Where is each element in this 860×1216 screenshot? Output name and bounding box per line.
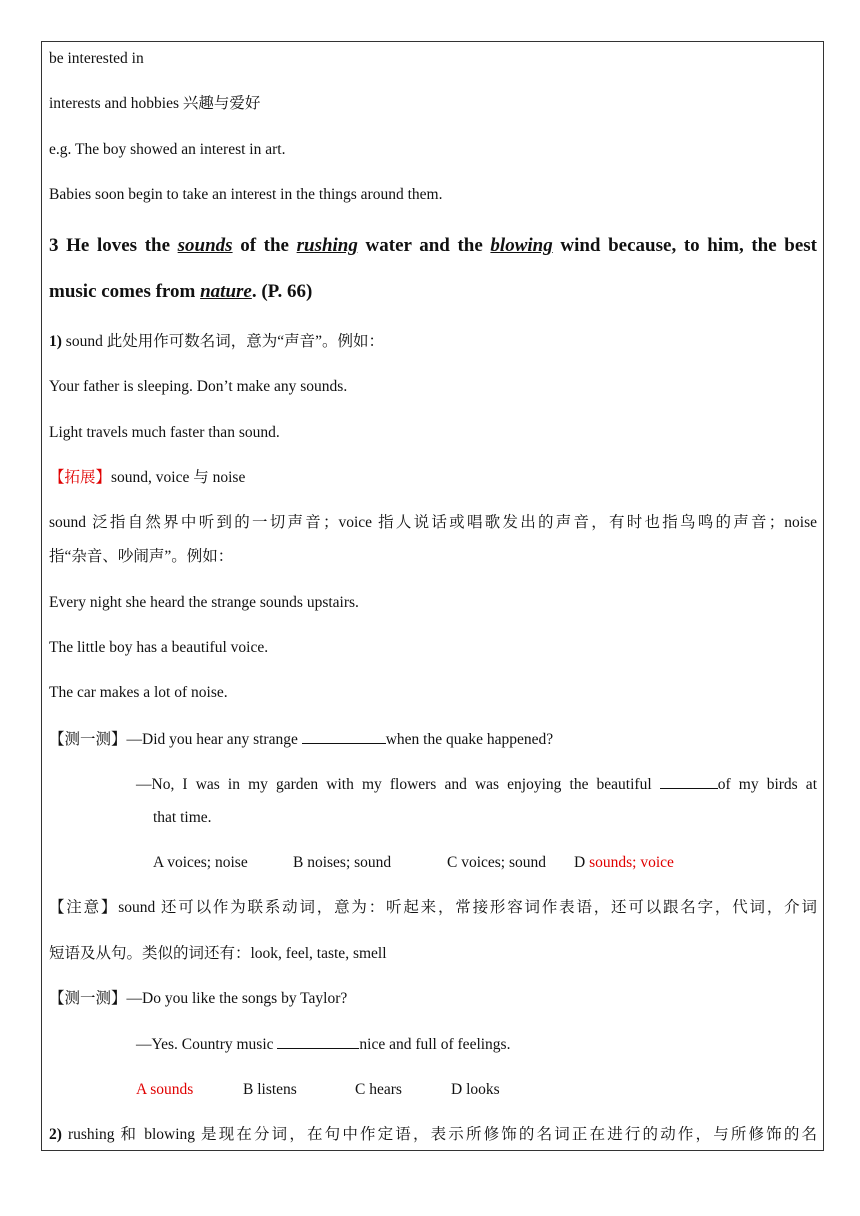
quiz-1-option-d: D sounds; voice xyxy=(574,854,674,871)
text-line: Babies soon begin to take an interest in the things around them. xyxy=(49,186,443,203)
expand-tag: 【拓展】 xyxy=(49,469,112,486)
keyword-rushing: rushing xyxy=(296,235,358,256)
point-1: 1) sound 此处用作可数名词，意为“声音”。例如： xyxy=(49,333,384,350)
quiz-2-option-d: D looks xyxy=(451,1081,500,1098)
heading-line-2: music comes from nature. (P. 66) xyxy=(49,281,313,302)
keyword-blowing: blowing xyxy=(490,235,553,256)
point-2: 2) rushing 和 blowing 是现在分词，在句中作定语，表示所修饰的名词正在进行的动作，与所修饰的名 xyxy=(49,1126,817,1143)
quiz-2-option-c: C hears xyxy=(355,1081,402,1098)
keyword-sounds: sounds xyxy=(177,235,233,256)
expand-desc-line-1: sound 泛指自然界中听到的一切声音；voice 指人说话或唱歌发出的声音，有时也指鸟鸣的声音；noise xyxy=(49,514,817,531)
expand-desc-line-2: 指“杂音、吵闹声”。例如： xyxy=(49,548,234,565)
quiz-2-question-2: —Yes. Country music nice and full of feelings. xyxy=(136,1036,511,1053)
example-line: The car makes a lot of noise. xyxy=(49,684,228,701)
note-line-2: 短语及从句。类似的词还有：look, feel, taste, smell xyxy=(49,945,387,962)
quiz-2-option-a-correct: A sounds xyxy=(136,1081,194,1098)
quiz-1-question-1: 【测一测】—Did you hear any strange when the quake happened? xyxy=(49,731,554,748)
text-line: interests and hobbies 兴趣与爱好 xyxy=(49,95,261,112)
note-line-1: 【注意】sound 还可以作为联系动词，意为：听起来，常接形容词作表语，还可以跟名字，代词，介词 xyxy=(49,899,817,916)
example-line: Your father is sleeping. Don’t make any sounds. xyxy=(49,378,348,395)
answer-blank xyxy=(660,774,718,789)
quiz-1-option-b: B noises; sound xyxy=(293,854,392,871)
answer-blank xyxy=(277,1034,359,1049)
text-line: e.g. The boy showed an interest in art. xyxy=(49,141,286,158)
keyword-nature: nature xyxy=(200,281,252,302)
answer-blank xyxy=(302,729,386,744)
heading-line-1: 3 He loves the sounds of the rushing water and the blowing wind because, to him, the best xyxy=(49,235,817,256)
quiz-2-question-1: 【测一测】—Do you like the songs by Taylor? xyxy=(49,990,348,1007)
example-line: Light travels much faster than sound. xyxy=(49,424,280,441)
text-line: be interested in xyxy=(49,50,144,67)
quiz-1-question-2-cont: that time. xyxy=(153,809,212,826)
example-line: The little boy has a beautiful voice. xyxy=(49,639,269,656)
correct-answer: sounds; voice xyxy=(589,854,674,871)
quiz-2-option-b: B listens xyxy=(243,1081,297,1098)
example-line: Every night she heard the strange sounds upstairs. xyxy=(49,594,359,611)
expand-heading: 【拓展】sound, voice 与 noise xyxy=(49,469,246,486)
quiz-1-option-c: C voices; sound xyxy=(447,854,547,871)
quiz-1-question-2: —No, I was in my garden with my flowers and was enjoying the beautiful of my birds at xyxy=(136,776,817,793)
quiz-1-option-a: A voices; noise xyxy=(153,854,248,871)
